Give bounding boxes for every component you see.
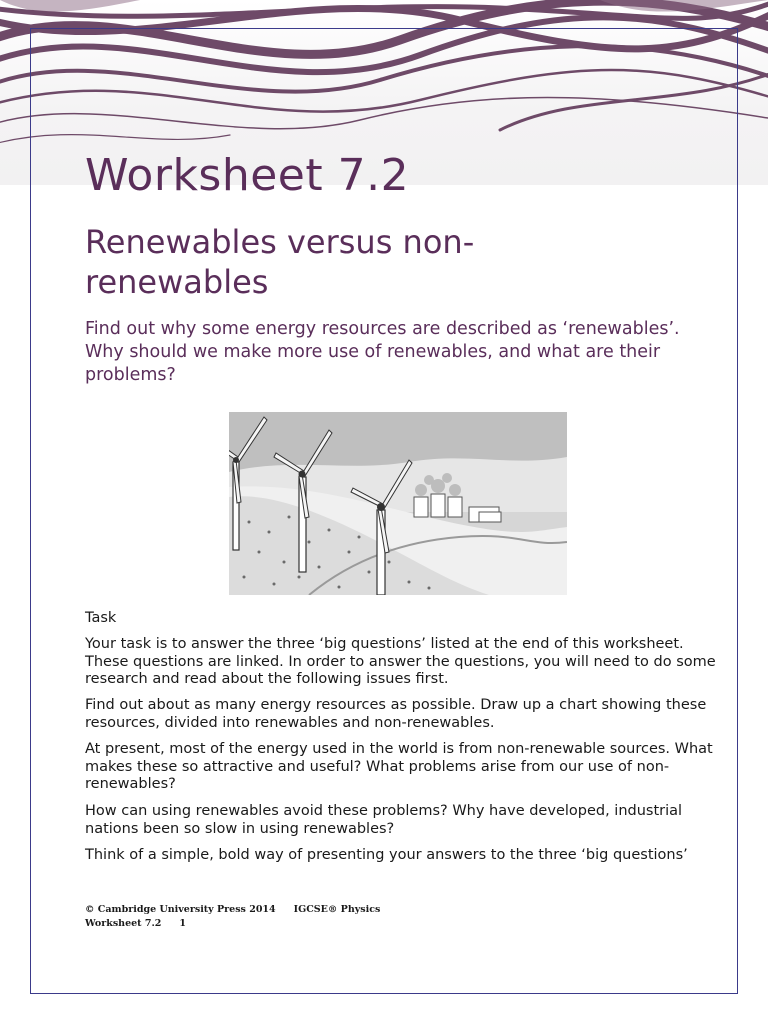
task-paragraph: How can using renewables avoid these problems? Why have developed, industrial nations been so slow in using renewables?	[85, 803, 683, 837]
worksheet-title: Worksheet 7.2	[85, 150, 410, 201]
task-paragraph: At present, most of the energy used in the world is from non-renewable sources. What makes these so attractive and useful? What problems arise from our use of non-renewables?	[85, 741, 713, 792]
series-text: IGCSE® Physics	[293, 904, 381, 915]
worksheet-subtitle: Renewables versus non-renewables	[85, 223, 475, 301]
footer-line-2	[85, 917, 380, 931]
task-paragraph: Your task is to answer the three ‘big questions’ listed at the end of this worksheet. These questions are linked. In order to answer the questions, you will need to do some research and read about the following issues first.	[85, 636, 716, 687]
footer-line-1	[85, 903, 380, 917]
task-paragraph: Think of a simple, bold way of presenting your answers to the three ‘big questions’	[85, 847, 688, 863]
task-heading: Task	[85, 610, 117, 626]
task-paragraph: Find out about as many energy resources as possible. Draw up a chart showing these resources, divided into renewables and non-renewables.	[85, 697, 707, 731]
footer-worksheet-label: Worksheet 7.2	[85, 918, 162, 929]
wind-turbines-and-power-station-illustration	[229, 412, 567, 595]
page-number: 1	[179, 918, 187, 929]
copyright-text: © Cambridge University Press 2014	[85, 904, 276, 915]
footer	[85, 903, 380, 931]
intro-text: Find out why some energy resources are described as ‘renewables’. Why should we make more use of renewables, and what are their problems?	[85, 319, 680, 385]
